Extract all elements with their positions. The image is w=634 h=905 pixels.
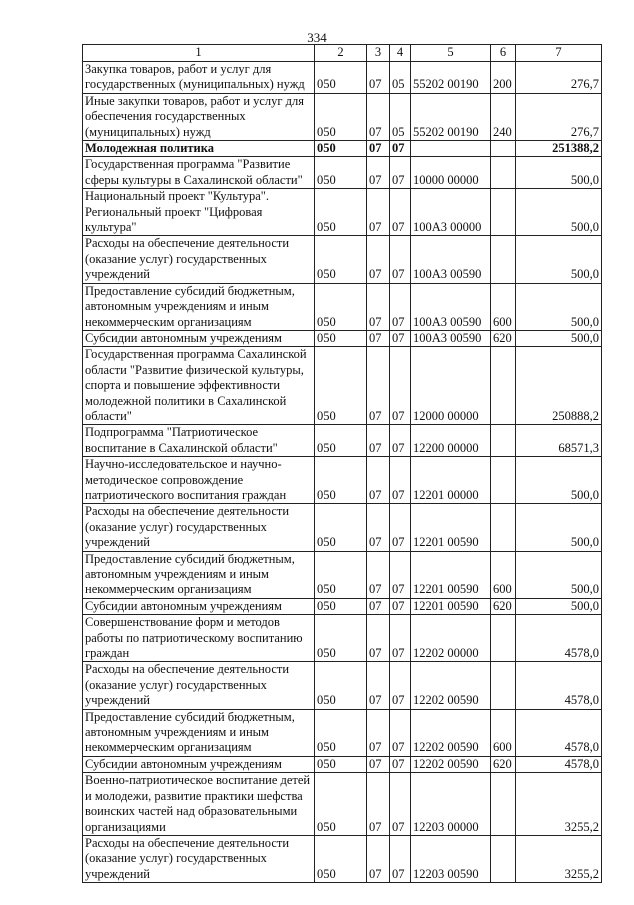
section-code-cell: 07	[367, 457, 390, 504]
table-row	[83, 330, 602, 346]
row-name-cell: Расходы на обеспечение деятельности (оказание услуг) государственных учреждений	[83, 236, 315, 283]
row-name-cell: Субсидии автономным учреждениям	[83, 330, 315, 346]
page-number: 334	[307, 30, 327, 45]
header-cell-1: 1	[83, 45, 315, 62]
section-code-cell: 07	[367, 141, 390, 157]
row-name-cell: Военно-патриотическое воспитание детей и молодежи, развитие практики шефства воинских частей над образовательными организациями	[83, 773, 315, 836]
header-cell-7: 7	[516, 45, 602, 62]
target-article-cell: 12203 00000	[411, 773, 491, 836]
target-article-cell	[411, 141, 491, 157]
amount-cell: 500,0	[516, 504, 602, 551]
ministry-code-cell: 050	[315, 157, 367, 189]
ministry-code-cell: 050	[315, 662, 367, 709]
amount-cell: 4578,0	[516, 615, 602, 662]
section-code-cell: 07	[367, 236, 390, 283]
amount-cell: 500,0	[516, 283, 602, 330]
ministry-code-cell: 050	[315, 504, 367, 551]
table-row	[83, 598, 602, 614]
ministry-code-cell: 050	[315, 236, 367, 283]
row-name-cell: Национальный проект "Культура". Региональный проект "Цифровая культура"	[83, 189, 315, 236]
expense-type-cell: 620	[491, 598, 516, 614]
section-code-cell: 07	[367, 598, 390, 614]
amount-cell: 276,7	[516, 93, 602, 140]
section-code-cell: 07	[367, 330, 390, 346]
subsection-code-cell: 07	[390, 835, 411, 882]
expense-type-cell: 600	[491, 709, 516, 756]
table-row	[83, 93, 602, 140]
table-row	[83, 615, 602, 662]
section-code-cell: 07	[367, 62, 390, 94]
row-name-cell: Расходы на обеспечение деятельности (оказание услуг) государственных учреждений	[83, 662, 315, 709]
row-name-cell: Предоставление субсидий бюджетным, автономным учреждениям и иным некоммерческим организациям	[83, 551, 315, 598]
section-code-cell: 07	[367, 615, 390, 662]
amount-cell: 500,0	[516, 457, 602, 504]
target-article-cell: 12201 00590	[411, 504, 491, 551]
table-row	[83, 425, 602, 457]
amount-cell: 500,0	[516, 598, 602, 614]
ministry-code-cell: 050	[315, 141, 367, 157]
table-body	[83, 62, 602, 883]
subsection-code-cell: 07	[390, 425, 411, 457]
expense-type-cell: 200	[491, 62, 516, 94]
row-name-cell: Закупка товаров, работ и услуг для государственных (муниципальных) нужд	[83, 62, 315, 94]
subsection-code-cell: 07	[390, 551, 411, 598]
subsection-code-cell: 07	[390, 457, 411, 504]
table-row	[83, 347, 602, 425]
row-name-cell: Расходы на обеспечение деятельности (оказание услуг) государственных учреждений	[83, 835, 315, 882]
amount-cell: 250888,2	[516, 347, 602, 425]
table-row	[83, 141, 602, 157]
subsection-code-cell: 07	[390, 709, 411, 756]
amount-cell: 68571,3	[516, 425, 602, 457]
table-row	[83, 157, 602, 189]
target-article-cell: 100А3 00590	[411, 236, 491, 283]
subsection-code-cell: 05	[390, 62, 411, 94]
amount-cell: 3255,2	[516, 835, 602, 882]
ministry-code-cell: 050	[315, 835, 367, 882]
expense-type-cell	[491, 835, 516, 882]
target-article-cell: 12202 00590	[411, 662, 491, 709]
target-article-cell: 100А3 00590	[411, 330, 491, 346]
section-code-cell: 07	[367, 425, 390, 457]
subsection-code-cell: 07	[390, 347, 411, 425]
target-article-cell: 12203 00590	[411, 835, 491, 882]
row-name-cell: Расходы на обеспечение деятельности (оказание услуг) государственных учреждений	[83, 504, 315, 551]
subsection-code-cell: 07	[390, 236, 411, 283]
table-row	[83, 236, 602, 283]
target-article-cell: 100А3 00000	[411, 189, 491, 236]
expense-type-cell: 240	[491, 93, 516, 140]
ministry-code-cell: 050	[315, 93, 367, 140]
table-row	[83, 773, 602, 836]
subsection-code-cell: 07	[390, 141, 411, 157]
section-code-cell: 07	[367, 347, 390, 425]
section-code-cell: 07	[367, 662, 390, 709]
subsection-code-cell: 07	[390, 283, 411, 330]
target-article-cell: 12200 00000	[411, 425, 491, 457]
subsection-code-cell: 07	[390, 773, 411, 836]
expense-type-cell	[491, 457, 516, 504]
target-article-cell: 12202 00590	[411, 709, 491, 756]
target-article-cell: 55202 00190	[411, 62, 491, 94]
row-name-cell: Предоставление субсидий бюджетным, автономным учреждениям и иным некоммерческим организациям	[83, 709, 315, 756]
target-article-cell: 10000 00000	[411, 157, 491, 189]
target-article-cell: 12201 00000	[411, 457, 491, 504]
subsection-code-cell: 07	[390, 157, 411, 189]
expense-type-cell: 600	[491, 551, 516, 598]
subsection-code-cell: 07	[390, 615, 411, 662]
row-name-cell: Государственная программа "Развитие сферы культуры в Сахалинской области"	[83, 157, 315, 189]
table-row	[83, 662, 602, 709]
row-name-cell: Подпрограмма "Патриотическое воспитание в Сахалинской области"	[83, 425, 315, 457]
amount-cell: 500,0	[516, 330, 602, 346]
amount-cell: 4578,0	[516, 756, 602, 772]
ministry-code-cell: 050	[315, 615, 367, 662]
ministry-code-cell: 050	[315, 425, 367, 457]
row-name-cell: Научно-исследовательское и научно-методическое сопровождение патриотического воспитания граждан	[83, 457, 315, 504]
subsection-code-cell: 07	[390, 662, 411, 709]
target-article-cell: 12000 00000	[411, 347, 491, 425]
section-code-cell: 07	[367, 283, 390, 330]
section-code-cell: 07	[367, 189, 390, 236]
budget-table	[82, 44, 602, 883]
header-cell-6: 6	[491, 45, 516, 62]
ministry-code-cell: 050	[315, 189, 367, 236]
amount-cell: 500,0	[516, 551, 602, 598]
expense-type-cell	[491, 347, 516, 425]
ministry-code-cell: 050	[315, 330, 367, 346]
amount-cell: 500,0	[516, 236, 602, 283]
subsection-code-cell: 07	[390, 756, 411, 772]
ministry-code-cell: 050	[315, 551, 367, 598]
expense-type-cell: 600	[491, 283, 516, 330]
target-article-cell: 12202 00590	[411, 756, 491, 772]
expense-type-cell	[491, 773, 516, 836]
expense-type-cell	[491, 157, 516, 189]
expense-type-cell	[491, 662, 516, 709]
table-row	[83, 551, 602, 598]
table-row	[83, 756, 602, 772]
expense-type-cell: 620	[491, 756, 516, 772]
amount-cell: 4578,0	[516, 662, 602, 709]
ministry-code-cell: 050	[315, 283, 367, 330]
section-code-cell: 07	[367, 709, 390, 756]
row-name-cell: Предоставление субсидий бюджетным, автономным учреждениям и иным некоммерческим организациям	[83, 283, 315, 330]
subsection-code-cell: 07	[390, 504, 411, 551]
row-name-cell: Государственная программа Сахалинской области "Развитие физической культуры, спорта и повышение эффективности молодежной политики в Сахалинской области"	[83, 347, 315, 425]
ministry-code-cell: 050	[315, 756, 367, 772]
header-cell-2: 2	[315, 45, 367, 62]
section-code-cell: 07	[367, 756, 390, 772]
expense-type-cell	[491, 141, 516, 157]
ministry-code-cell: 050	[315, 709, 367, 756]
header-cell-5: 5	[411, 45, 491, 62]
target-article-cell: 12201 00590	[411, 551, 491, 598]
amount-cell: 500,0	[516, 189, 602, 236]
amount-cell: 500,0	[516, 157, 602, 189]
table-row	[83, 504, 602, 551]
ministry-code-cell: 050	[315, 598, 367, 614]
section-code-cell: 07	[367, 93, 390, 140]
table-row	[83, 835, 602, 882]
expense-type-cell: 620	[491, 330, 516, 346]
expense-type-cell	[491, 615, 516, 662]
subsection-code-cell: 05	[390, 93, 411, 140]
header-cell-3: 3	[367, 45, 390, 62]
section-code-cell: 07	[367, 773, 390, 836]
table-row	[83, 457, 602, 504]
subsection-code-cell: 07	[390, 330, 411, 346]
ministry-code-cell: 050	[315, 773, 367, 836]
header-cell-4: 4	[390, 45, 411, 62]
table-row	[83, 62, 602, 94]
ministry-code-cell: 050	[315, 457, 367, 504]
section-code-cell: 07	[367, 504, 390, 551]
target-article-cell: 55202 00190	[411, 93, 491, 140]
amount-cell: 276,7	[516, 62, 602, 94]
subsection-code-cell: 07	[390, 598, 411, 614]
target-article-cell: 100А3 00590	[411, 283, 491, 330]
header-row	[83, 45, 602, 62]
amount-cell: 4578,0	[516, 709, 602, 756]
row-name-cell: Субсидии автономным учреждениям	[83, 598, 315, 614]
expense-type-cell	[491, 504, 516, 551]
target-article-cell: 12201 00590	[411, 598, 491, 614]
ministry-code-cell: 050	[315, 347, 367, 425]
section-code-cell: 07	[367, 551, 390, 598]
row-name-cell: Молодежная политика	[83, 141, 315, 157]
row-name-cell: Субсидии автономным учреждениям	[83, 756, 315, 772]
expense-type-cell	[491, 236, 516, 283]
amount-cell: 3255,2	[516, 773, 602, 836]
expense-type-cell	[491, 189, 516, 236]
table-row	[83, 283, 602, 330]
amount-cell: 251388,2	[516, 141, 602, 157]
subsection-code-cell: 07	[390, 189, 411, 236]
table-row	[83, 709, 602, 756]
table-row	[83, 189, 602, 236]
ministry-code-cell: 050	[315, 62, 367, 94]
expense-type-cell	[491, 425, 516, 457]
section-code-cell: 07	[367, 835, 390, 882]
row-name-cell: Иные закупки товаров, работ и услуг для обеспечения государственных (муниципальных) нужд	[83, 93, 315, 140]
section-code-cell: 07	[367, 157, 390, 189]
row-name-cell: Совершенствование форм и методов работы по патриотическому воспитанию граждан	[83, 615, 315, 662]
target-article-cell: 12202 00000	[411, 615, 491, 662]
